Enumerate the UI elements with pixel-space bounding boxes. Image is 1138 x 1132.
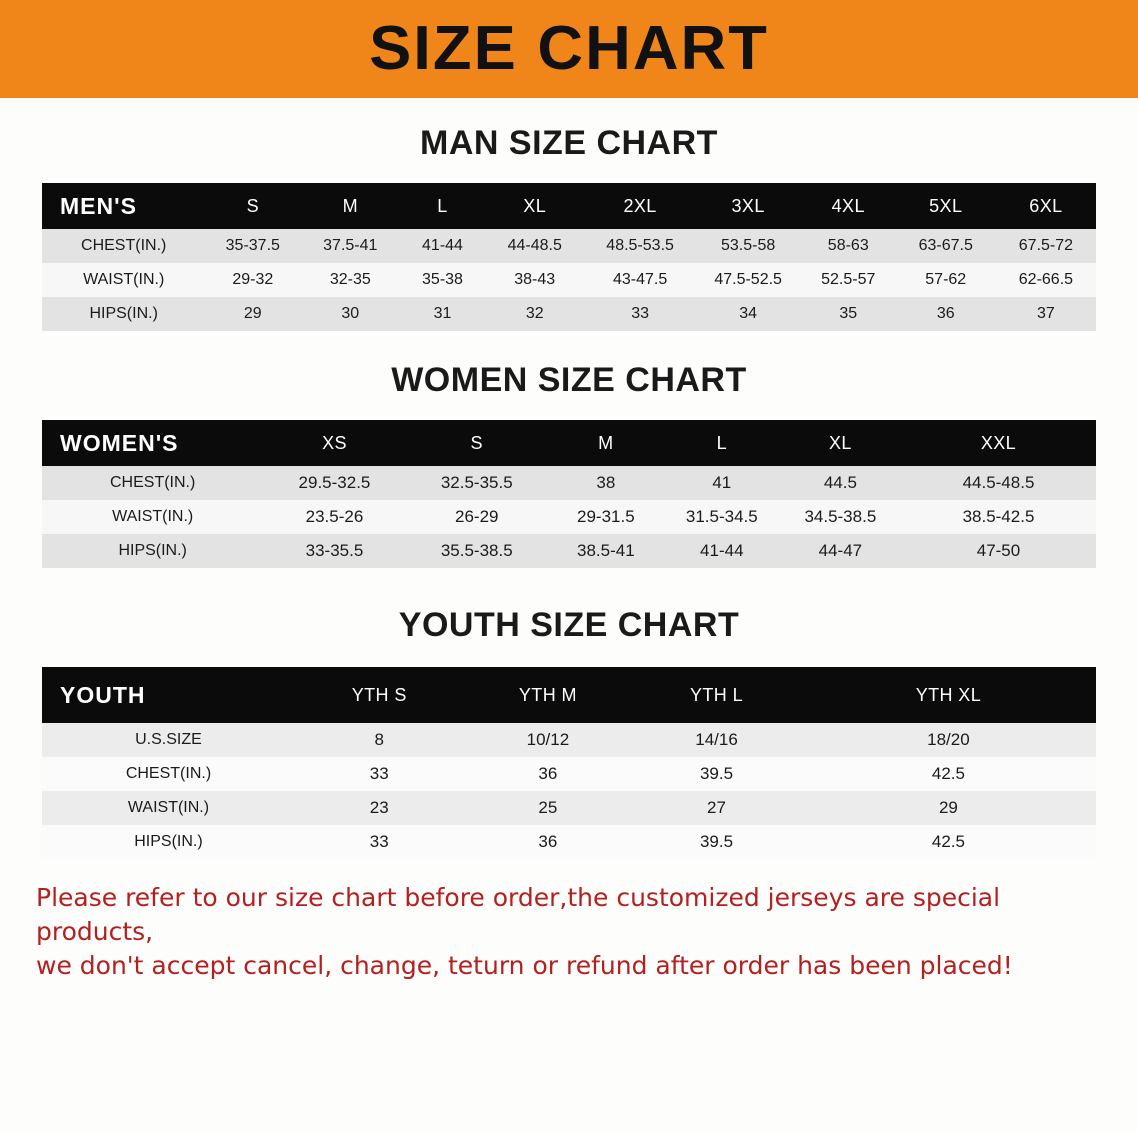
table-row xyxy=(42,757,1096,791)
women-row-2-cell-1: 35.5-38.5 xyxy=(440,541,513,560)
youth-section-title: YOUTH SIZE CHART xyxy=(398,606,740,644)
women-header-cell-1: XS xyxy=(322,432,347,453)
youth-row-3-cell-3: 42.5 xyxy=(931,832,965,851)
man-row-1-cell-0: 29-32 xyxy=(232,271,274,288)
women-header-cell-2: S xyxy=(470,432,483,453)
women-header-cell-3: M xyxy=(598,432,614,453)
table-row xyxy=(42,723,1096,757)
man-row-0-label: CHEST(IN.) xyxy=(81,237,167,254)
man-header-cell-3: L xyxy=(437,195,448,216)
man-row-2-cell-5: 34 xyxy=(739,305,758,322)
women-row-1-cell-2: 29-31.5 xyxy=(577,507,635,526)
man-row-0-cell-1: 37.5-41 xyxy=(323,237,378,254)
man-row-2-cell-1: 30 xyxy=(341,305,360,322)
man-row-1-cell-8: 62-66.5 xyxy=(1018,271,1074,288)
youth-row-2-cell-3: 29 xyxy=(938,798,958,817)
women-row-2-cell-5: 47-50 xyxy=(976,541,1021,560)
women-row-1-label: WAIST(IN.) xyxy=(112,508,194,525)
man-row-2-cell-4: 33 xyxy=(631,305,649,322)
women-table-header-row xyxy=(42,420,1096,466)
man-row-0-cell-8: 67.5-72 xyxy=(1018,237,1074,254)
man-row-1-cell-3: 38-43 xyxy=(514,271,556,288)
man-row-1-cell-5: 47.5-52.5 xyxy=(714,271,782,288)
man-row-0-cell-6: 58-63 xyxy=(827,237,869,254)
women-row-0-cell-3: 41 xyxy=(712,473,732,492)
man-row-2-cell-8: 37 xyxy=(1037,305,1055,322)
table-row xyxy=(42,500,1096,534)
women-row-0-cell-4: 44.5 xyxy=(823,473,857,492)
man-header-cell-7: 4XL xyxy=(831,195,865,216)
youth-header-cell-0: YOUTH xyxy=(60,681,146,708)
youth-row-0-cell-0: 8 xyxy=(374,730,384,749)
man-size-table xyxy=(42,183,1096,331)
youth-row-2-label: WAIST(IN.) xyxy=(127,799,210,816)
women-row-0-cell-1: 32.5-35.5 xyxy=(440,473,513,492)
women-row-1-cell-0: 23.5-26 xyxy=(305,507,364,526)
youth-row-3-cell-2: 39.5 xyxy=(699,832,734,851)
policy-note-line-2: we don't accept cancel, change, teturn or refund after order has been placed! xyxy=(36,950,1013,980)
man-row-1-cell-1: 32-35 xyxy=(329,271,371,288)
women-table-wrapper xyxy=(42,420,1096,568)
women-row-1-cell-3: 31.5-34.5 xyxy=(685,507,758,526)
women-section-title: WOMEN SIZE CHART xyxy=(391,361,747,399)
youth-header-cell-4: YTH XL xyxy=(915,684,982,705)
youth-row-3-label: HIPS(IN.) xyxy=(134,833,203,850)
women-header-cell-6: XXL xyxy=(980,432,1017,453)
man-row-0-cell-4: 48.5-53.5 xyxy=(606,237,674,254)
youth-row-2-cell-0: 23 xyxy=(369,798,389,817)
women-row-2-label: HIPS(IN.) xyxy=(118,542,187,559)
women-row-0-cell-2: 38 xyxy=(596,473,616,492)
women-row-2-cell-0: 33-35.5 xyxy=(305,541,364,560)
youth-row-0-label: U.S.SIZE xyxy=(135,731,202,748)
women-row-2-cell-4: 44-47 xyxy=(818,541,863,560)
man-row-1-cell-2: 35-38 xyxy=(422,271,463,288)
policy-note-line-1: Please refer to our size chart before order,the customized jerseys are special products, xyxy=(36,883,1001,946)
man-row-2-cell-0: 29 xyxy=(243,305,262,322)
man-table-wrapper xyxy=(42,183,1096,331)
man-header-cell-4: XL xyxy=(523,195,547,216)
youth-row-0-cell-1: 10/12 xyxy=(526,730,570,749)
women-row-0-label: CHEST(IN.) xyxy=(110,474,196,491)
policy-note xyxy=(36,881,1102,982)
women-row-1-cell-4: 34.5-38.5 xyxy=(804,507,877,526)
man-header-cell-6: 3XL xyxy=(731,195,765,216)
man-row-2-cell-7: 36 xyxy=(936,305,955,322)
page-title: SIZE CHART xyxy=(369,14,769,83)
youth-row-3-cell-0: 33 xyxy=(369,832,389,851)
women-row-1-cell-1: 26-29 xyxy=(455,507,499,526)
man-row-0-cell-5: 53.5-58 xyxy=(721,237,776,254)
man-row-1-label: WAIST(IN.) xyxy=(83,271,165,288)
youth-row-1-cell-3: 42.5 xyxy=(931,764,965,783)
man-row-1-cell-6: 52.5-57 xyxy=(821,271,876,288)
man-header-cell-1: S xyxy=(246,195,259,216)
man-row-2-cell-2: 31 xyxy=(433,305,452,322)
man-row-2-cell-3: 32 xyxy=(525,305,544,322)
youth-table-wrapper xyxy=(42,667,1096,859)
man-row-0-cell-7: 63-67.5 xyxy=(918,237,973,254)
man-row-1-cell-4: 43-47.5 xyxy=(612,271,668,288)
table-row xyxy=(42,229,1096,263)
man-section-title: MAN SIZE CHART xyxy=(420,124,718,162)
youth-table-header-row xyxy=(42,667,1096,723)
women-row-0-cell-0: 29.5-32.5 xyxy=(298,473,371,492)
youth-row-1-cell-2: 39.5 xyxy=(699,764,734,783)
youth-header-cell-2: YTH M xyxy=(518,684,577,705)
table-row xyxy=(42,825,1096,859)
header-banner xyxy=(0,0,1138,98)
man-row-2-cell-6: 35 xyxy=(839,305,858,322)
table-row xyxy=(42,534,1096,568)
women-row-1-cell-5: 38.5-42.5 xyxy=(962,507,1035,526)
man-header-cell-8: 5XL xyxy=(929,195,963,216)
women-header-cell-5: XL xyxy=(828,432,852,453)
man-header-cell-5: 2XL xyxy=(623,195,657,216)
youth-size-table xyxy=(42,667,1096,859)
youth-row-2-cell-1: 25 xyxy=(538,798,558,817)
youth-row-1-cell-1: 36 xyxy=(538,764,558,783)
man-row-0-cell-3: 44-48.5 xyxy=(507,237,562,254)
table-row xyxy=(42,791,1096,825)
youth-row-0-cell-2: 14/16 xyxy=(695,730,738,749)
table-row xyxy=(42,297,1096,331)
women-header-cell-4: L xyxy=(716,432,727,453)
women-row-2-cell-3: 41-44 xyxy=(700,541,744,560)
women-row-0-cell-5: 44.5-48.5 xyxy=(962,473,1035,492)
man-row-0-cell-0: 35-37.5 xyxy=(225,237,280,254)
man-row-2-label: HIPS(IN.) xyxy=(89,305,158,322)
youth-header-cell-1: YTH S xyxy=(351,684,407,705)
youth-row-1-label: CHEST(IN.) xyxy=(125,765,212,782)
man-row-1-cell-7: 57-62 xyxy=(925,271,967,288)
women-header-cell-0: WOMEN'S xyxy=(60,429,179,456)
youth-row-1-cell-0: 33 xyxy=(369,764,389,783)
youth-row-2-cell-2: 27 xyxy=(707,798,726,817)
table-row xyxy=(42,466,1096,500)
youth-row-0-cell-3: 18/20 xyxy=(927,730,970,749)
women-row-2-cell-2: 38.5-41 xyxy=(577,541,635,560)
man-table-header-row xyxy=(42,183,1096,229)
man-header-cell-9: 6XL xyxy=(1029,195,1063,216)
youth-row-3-cell-1: 36 xyxy=(538,832,558,851)
man-header-cell-0: MEN'S xyxy=(60,192,137,219)
women-size-table xyxy=(42,420,1096,568)
man-row-0-cell-2: 41-44 xyxy=(422,237,463,254)
man-header-cell-2: M xyxy=(342,195,358,216)
table-row xyxy=(42,263,1096,297)
youth-header-cell-3: YTH L xyxy=(690,684,744,705)
